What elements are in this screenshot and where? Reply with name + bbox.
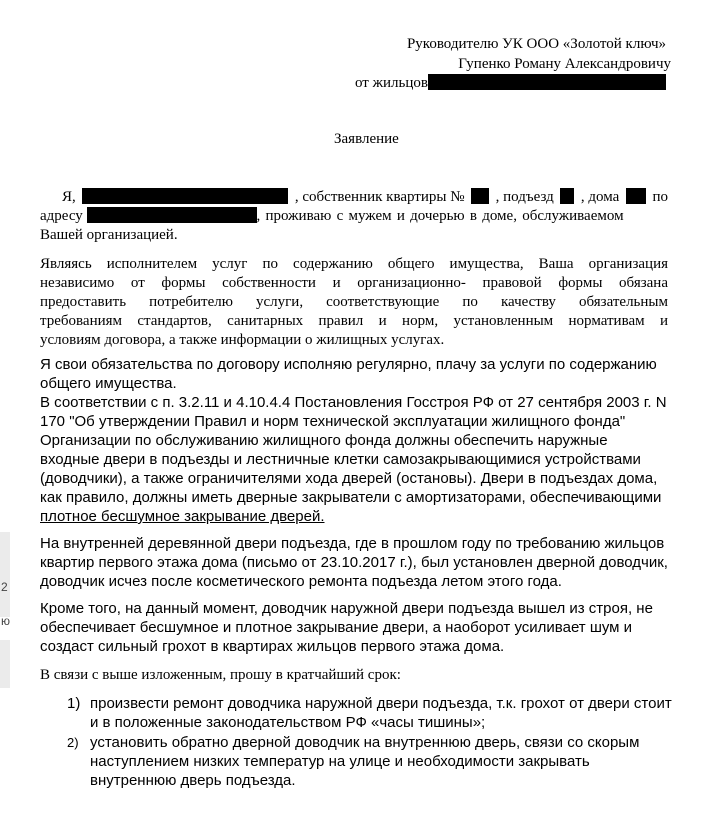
p5-line: Кроме того, на данный момент, доводчик наружной двери подъезда вышел из строя, не xyxy=(40,600,653,617)
redaction-entrance xyxy=(560,188,574,204)
p3-line: входные двери в подъезды и лестничные клетки самозакрывающимися устройствами xyxy=(40,451,641,468)
p3-line: Организации по обслуживанию жилищного фонда должны обеспечить наружные xyxy=(40,432,608,449)
p1-owner: , собственник квартиры № xyxy=(294,189,465,205)
p1-house: , дома xyxy=(580,189,620,205)
p2-line: независимо от формы собственности и организационно- правовой формы обязана xyxy=(40,275,668,291)
header-recipient-name: Гупенко Роману Александровичу xyxy=(458,56,671,72)
p5-line: обеспечивает бесшумное и плотное закрывание двери, а наоборот усиливает шум и xyxy=(40,619,633,636)
p1-by: по xyxy=(652,189,668,205)
p3-line: общего имущества. xyxy=(40,375,177,392)
edge-fragment-2: ю xyxy=(1,614,10,628)
p2-line: Являясь исполнителем услуг по содержанию общего имущества, Ваша организация xyxy=(40,256,668,272)
redaction-name xyxy=(82,188,288,204)
p3-underlined-line: плотное бесшумное закрывание дверей. xyxy=(40,508,325,525)
redaction-apartment xyxy=(471,188,489,204)
request-intro: В связи с выше изложенным, прошу в кратчайший срок: xyxy=(40,667,401,683)
p1-address-rest: , проживаю с мужем и дочерью в доме, обслуживаемом xyxy=(256,208,624,224)
list-item-line: внутреннюю дверь подъезда. xyxy=(90,772,296,789)
p2-line: требованиям стандартов, санитарных правил и норм, установленным нормативам и xyxy=(40,313,668,329)
redaction-address xyxy=(87,207,257,223)
p3-line: 170 "Об утверждении Правил и норм технической эксплуатации жилищного фонда" xyxy=(40,413,626,430)
p1-word-i: Я, xyxy=(62,189,76,205)
p1-address-label: адресу xyxy=(40,208,83,224)
edge-fragment-1: 2 xyxy=(1,580,8,594)
p1-entrance: , подъезд xyxy=(495,189,554,205)
p4-line: доводчик исчез после косметического ремонта подъезда летом этого года. xyxy=(40,573,562,590)
p2-line: предоставить потребителю услуги, соответствующие по качеству обязательным xyxy=(40,294,668,310)
list-item-number: 2) xyxy=(67,735,79,750)
p1-line3: Вашей организацией. xyxy=(40,227,178,243)
p1-line2 xyxy=(40,207,624,225)
p3-line: Я свои обязательства по договору исполняю регулярно, плачу за услуги по содержанию xyxy=(40,356,657,373)
p5-line: создаст сильный грохот в квартирах жильцов первого этажа дома. xyxy=(40,638,505,655)
page-edge-strip-top xyxy=(0,532,10,617)
p4-line: квартир первого этажа дома (письмо от 23.10.2017 г.), был установлен дверной доводчик, xyxy=(40,554,668,571)
document-title: Заявление xyxy=(334,131,399,147)
list-item-line: установить обратно дверной доводчик на внутреннюю дверь, связи со скорым xyxy=(90,734,640,751)
list-item-line: наступлением низких температур на улице и необходимости закрывать xyxy=(90,753,590,770)
p3-line: (доводчики), а также ограничителями хода дверей (остановы). Двери в подъездах дома, xyxy=(40,470,658,487)
p3-line: как правило, должны иметь дверные закрыватели с амортизаторами, обеспечивающими xyxy=(40,489,662,506)
p2-line: условиям договора, а также информации о жилищных услугах. xyxy=(40,332,445,348)
redaction-house xyxy=(626,188,646,204)
header-from xyxy=(355,74,666,92)
list-item-line: произвести ремонт доводчика наружной двери подъезда, т.к. грохот от двери стоит xyxy=(90,695,672,712)
header-from-label: от жильцов xyxy=(355,75,428,91)
p3-line: В соответствии с п. 3.2.11 и 4.10.4.4 Постановления Госстроя РФ от 27 сентября 2003 г. N xyxy=(40,394,667,411)
page-edge-strip-bottom xyxy=(0,640,10,688)
p4-line: На внутренней деревянной двери подъезда, где в прошлом году по требованию жильцов xyxy=(40,535,665,552)
header-recipient: Руководителю УК ООО «Золотой ключ» xyxy=(406,36,666,52)
redaction-tenants xyxy=(428,74,666,90)
list-item-line: и в положенные законодательством РФ «часы тишины»; xyxy=(90,714,486,731)
p1-line1 xyxy=(62,188,668,206)
list-item-number: 1) xyxy=(67,695,81,712)
